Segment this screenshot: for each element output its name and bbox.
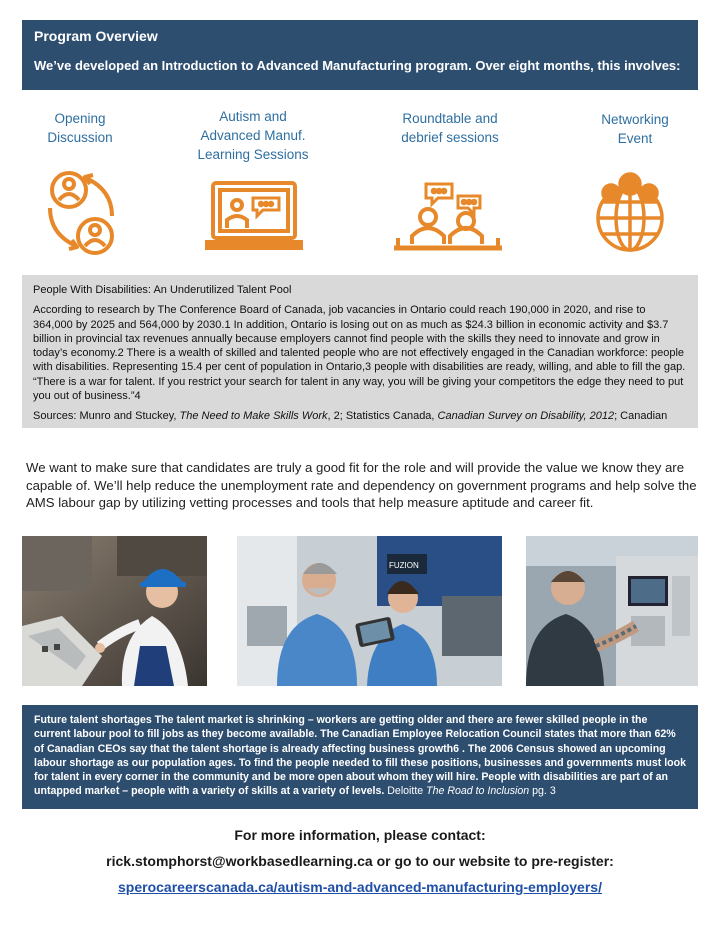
talent-shortage-box <box>22 705 698 809</box>
photo-machinist-cnc <box>526 536 698 686</box>
website-link[interactable]: sperocareerscanada.ca/autism-and-advanced-manufacturing-employers/ <box>118 879 602 895</box>
talent-shortage-body: Future talent shortages The talent market is shrinking – workers are getting older and there are fewer skilled people in the current labour pool to fill jobs as they become available. The Canadian Employee Relocation Council states that more than 62% of Canadian CEOs say that the talent shortage is already affecting business growth6 . The 2006 Census showed an upcoming labour shortage as our population ages. To find the people needed to fill these positions, businesses and governments must look for talent in every corner in the community and be more open about whom they will hire. People with disabilities are part of an untapped market – people with a variety of skills at a variety of levels. <box>34 714 686 798</box>
step-label-line: Opening <box>54 111 106 126</box>
people-cycle-icon <box>42 168 120 261</box>
step-roundtable <box>385 109 515 147</box>
step-label-line: Discussion <box>47 130 113 145</box>
talent-citation <box>384 785 555 797</box>
citation-title: The Road to Inclusion <box>426 785 530 798</box>
step-label-line: Roundtable and <box>402 111 498 126</box>
contact-heading: For more information, please contact: <box>234 827 486 843</box>
callout-body: According to research by The Conference Board of Canada, job vacancies in Ontario could reach 190,000 in 2020, and rise to 364,000 by 2025 and 564,000 by 2030.1 In addition, Ontario is losing out on as much as $24.3 billion in economic activity and $3.7 billion in provincial tax revenues annually because employers cannot find people with the skills they need to innovate and grow in today’s economy.2 There is a wealth of skilled and talented people who are not effectively engaged in the Canadian workforce: people with disabilities. Representing 15.4 per cent of population in Ontario,3 people with disabilities are ready, willing, and able to fill the gap. “There is a war for talent. If you restrict your search for talent in any way, you will be giving your competitors the edge they need to put you out of business.”4 <box>33 304 686 403</box>
disabilities-talent-callout <box>22 275 698 428</box>
banner-subtitle: We’ve developed an Introduction to Advanced Manufacturing program. Over eight months, this involves: <box>34 58 681 73</box>
step-label-line: Networking <box>601 112 669 127</box>
discussion-group-icon <box>392 180 504 259</box>
step-networking-event <box>575 110 695 148</box>
sources-text: , 2; Statistics Canada, <box>327 410 438 423</box>
laptop-presentation-icon <box>205 180 303 259</box>
step-label-line: Learning Sessions <box>197 147 309 162</box>
intro-paragraph: We want to make sure that candidates are truly a good fit for the role and will provide the value we know they are capable of. We’ll help reduce the unemployment rate and dependency on government programs and help solve the AMS labour gap by utilizing vetting processes and tools that help measure aptitude and career fit. <box>26 460 697 510</box>
callout-heading: People With Disabilities: An Underutilized Talent Pool <box>33 284 292 296</box>
sources-text: Sources: Munro and Stuckey, <box>33 410 180 423</box>
photo-brand-text: FUZION <box>389 561 419 570</box>
sources-title: The Need to Make Skills Work <box>179 410 328 423</box>
banner-title: Program Overview <box>34 28 158 44</box>
citation-page: pg. 3 <box>529 785 556 798</box>
citation-author: Deloitte <box>384 785 427 798</box>
step-label-line: Advanced Manuf. <box>200 128 306 143</box>
photo-worker-control-panel <box>22 536 207 686</box>
callout-sources <box>33 409 687 423</box>
photo-technicians-tablet <box>237 536 502 686</box>
step-label-line: Event <box>617 131 653 146</box>
sources-text: ; Canadian <box>614 410 668 423</box>
step-learning-sessions <box>188 107 318 164</box>
website-link-row <box>0 879 720 895</box>
step-label-line: debrief sessions <box>401 130 499 145</box>
contact-email-line: rick.stomphorst@workbasedlearning.ca or go to our website to pre-register: <box>106 853 614 869</box>
program-overview-banner <box>22 20 698 90</box>
step-label-line: Autism and <box>219 109 287 124</box>
global-network-icon <box>594 168 666 263</box>
sources-title: Canadian Survey on Disability, 2012 <box>437 410 615 423</box>
step-opening-discussion <box>30 109 130 147</box>
